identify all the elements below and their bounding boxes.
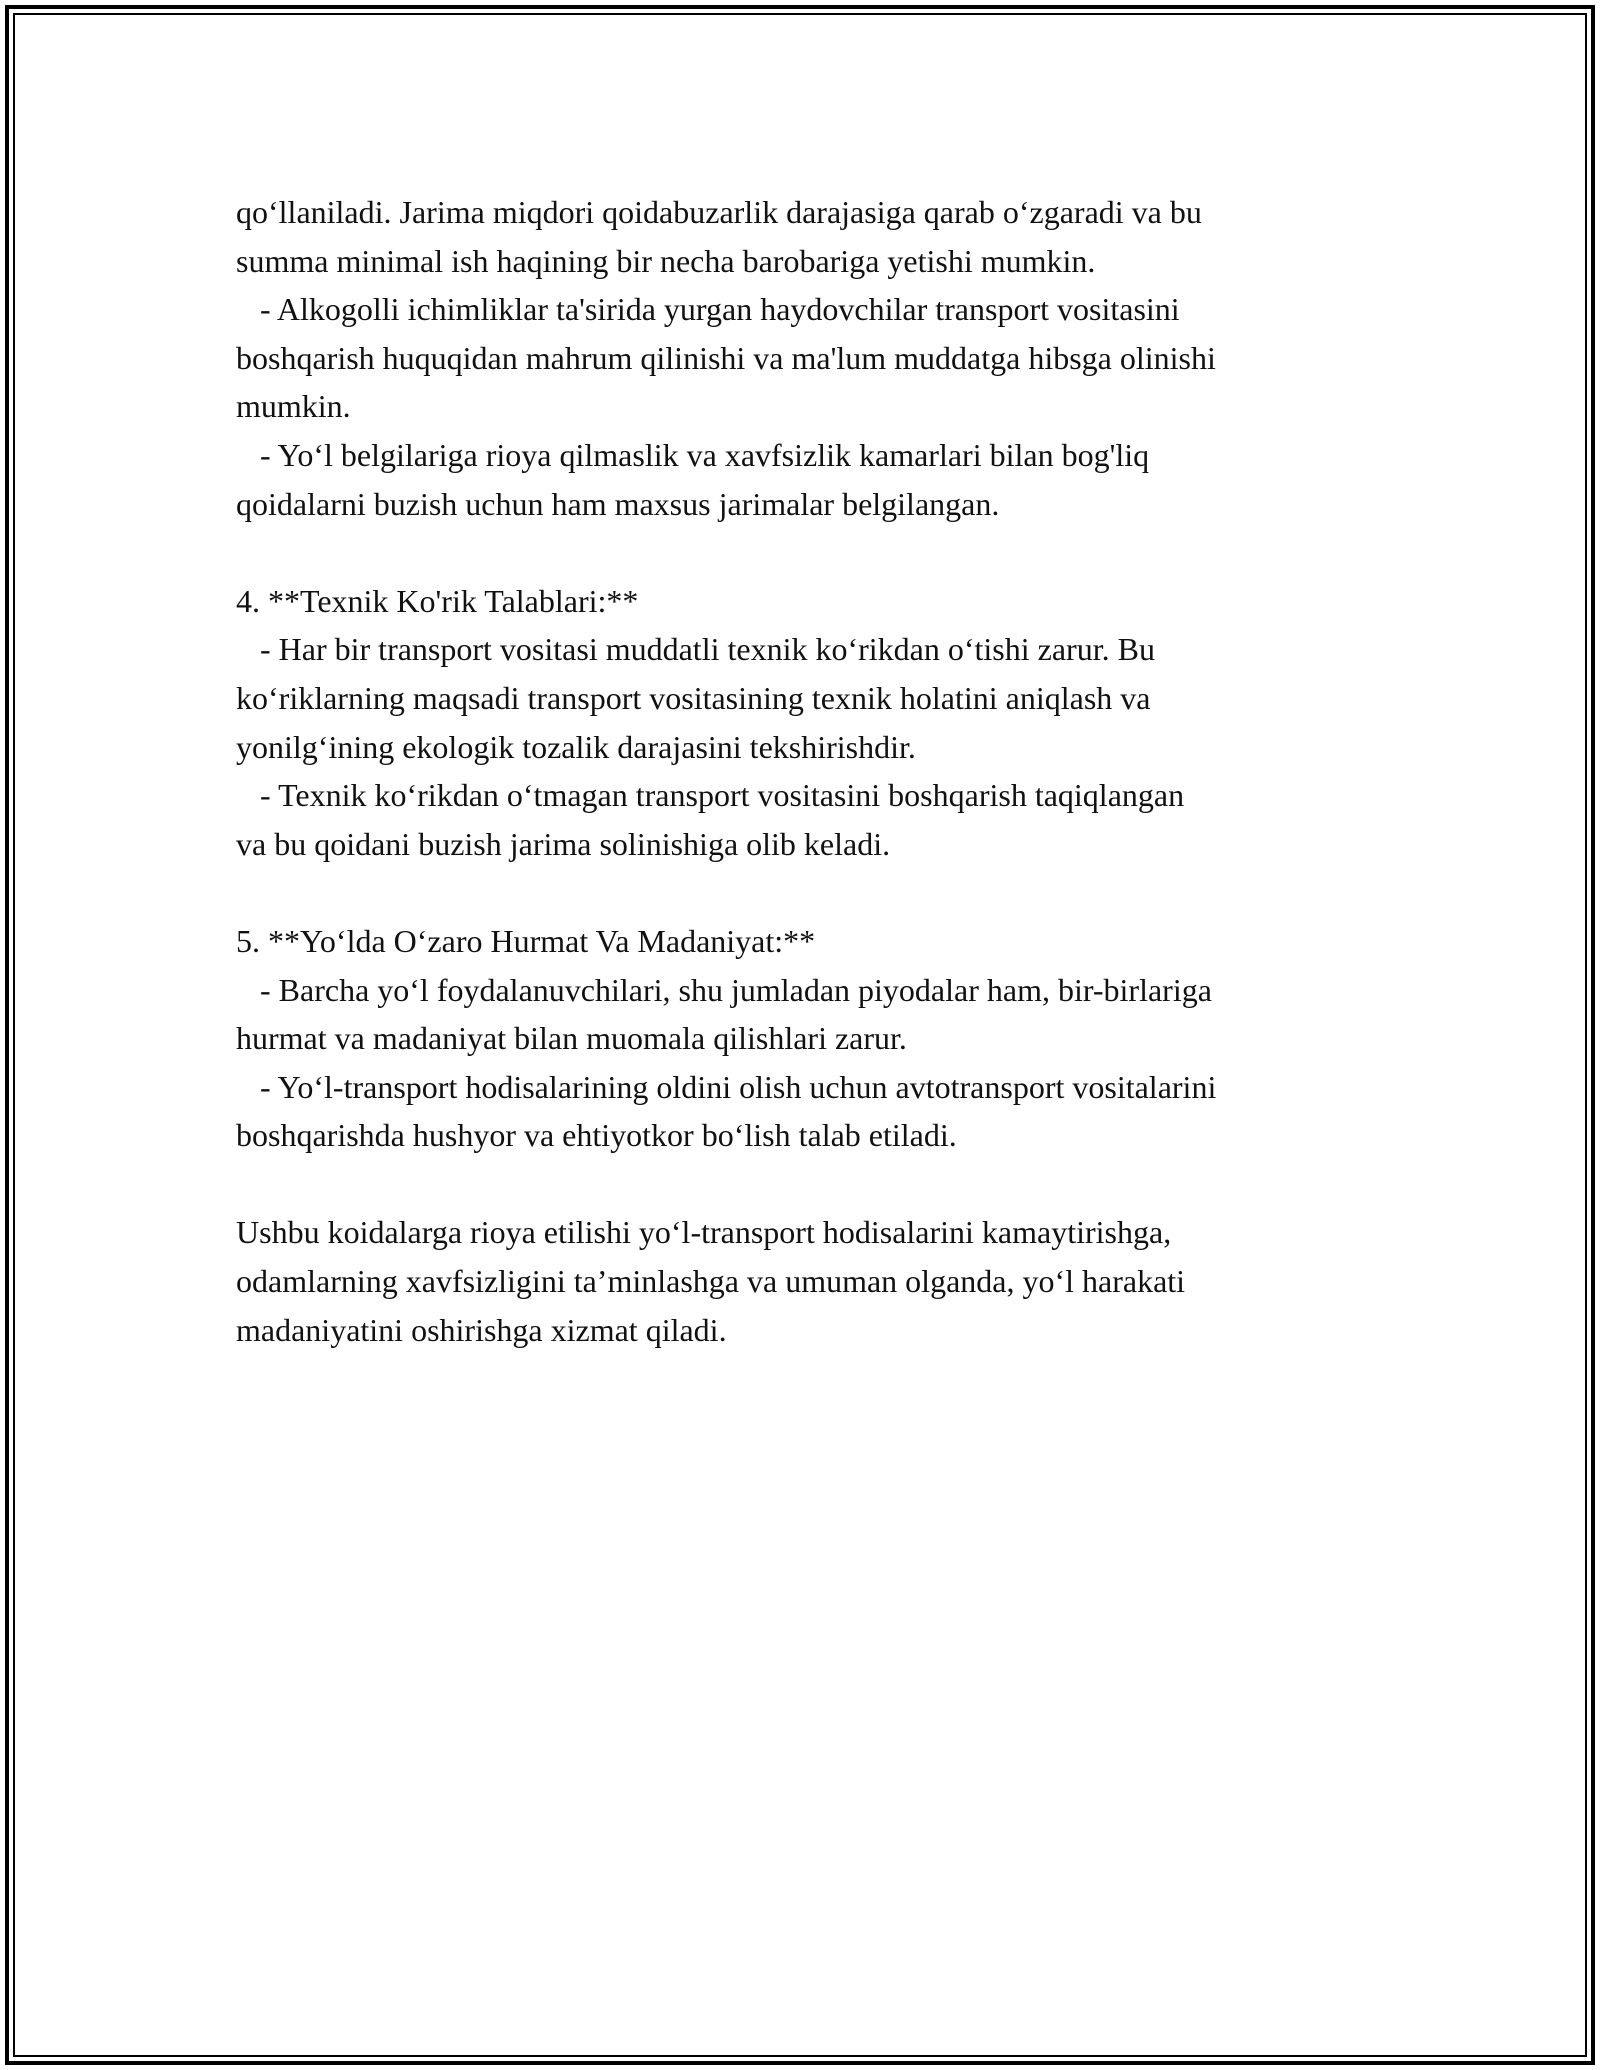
bullet-line: - Alkogolli ichimliklar ta'sirida yurgan haydovchilar transport vositasini <box>236 291 1180 328</box>
text-line: qoidalarni buzish uchun ham maxsus jarimalar belgilangan. <box>236 485 1000 522</box>
conclusion-line: Ushbu koidalarga rioya etilishi yo‘l-transport hodisalarini kamaytirishga, <box>236 1214 1172 1251</box>
conclusion-line: odamlarning xavfsizligini ta’minlashga va umuman olganda, yo‘l harakati <box>236 1263 1186 1300</box>
text-line: yonilg‘ining ekologik tozalik darajasini tekshirishdir. <box>236 728 916 765</box>
bullet-line: - Texnik ko‘rikdan o‘tmagan transport vositasini boshqarish taqiqlangan <box>236 777 1185 814</box>
text-line: boshqarishda hushyor va ehtiyotkor bo‘lish talab etiladi. <box>236 1117 957 1154</box>
bullet-line: - Yo‘l-transport hodisalarining oldini olish uchun avtotransport vositalarini <box>236 1068 1217 1105</box>
bullet-line: - Barcha yo‘l foydalanuvchilari, shu jumladan piyodalar ham, bir-birlariga <box>236 971 1212 1008</box>
document-body <box>236 188 1426 1354</box>
conclusion-line: madaniyatini oshirishga xizmat qiladi. <box>236 1311 727 1348</box>
text-line: qo‘llaniladi. Jarima miqdori qoidabuzarlik darajasiga qarab o‘zgaradi va bu <box>236 194 1202 230</box>
paragraph-gap <box>236 1160 1426 1209</box>
bullet-line: - Har bir transport vositasi muddatli texnik ko‘rikdan o‘tishi zarur. Bu <box>236 631 1155 668</box>
text-line: boshqarish huquqidan mahrum qilinishi va ma'lum muddatga hibsga olinishi <box>236 339 1216 376</box>
text-line: mumkin. <box>236 388 351 425</box>
section-heading: 5. **Yo‘lda O‘zaro Hurmat Va Madaniyat:** <box>236 922 816 959</box>
text-line: va bu qoidani buzish jarima solinishiga olib keladi. <box>236 825 891 862</box>
text-line: hurmat va madaniyat bilan muomala qilishlari zarur. <box>236 1020 907 1057</box>
text-line: summa minimal ish haqining bir necha barobariga yetishi mumkin. <box>236 242 1096 279</box>
section-heading: 4. **Texnik Ko'rik Talablari:** <box>236 582 639 619</box>
paragraph-gap <box>236 868 1426 917</box>
bullet-line: - Yo‘l belgilariga rioya qilmaslik va xavfsizlik kamarlari bilan bog'liq <box>236 436 1150 473</box>
text-line: ko‘riklarning maqsadi transport vositasining texnik holatini aniqlash va <box>236 679 1151 716</box>
paragraph-gap <box>236 528 1426 577</box>
